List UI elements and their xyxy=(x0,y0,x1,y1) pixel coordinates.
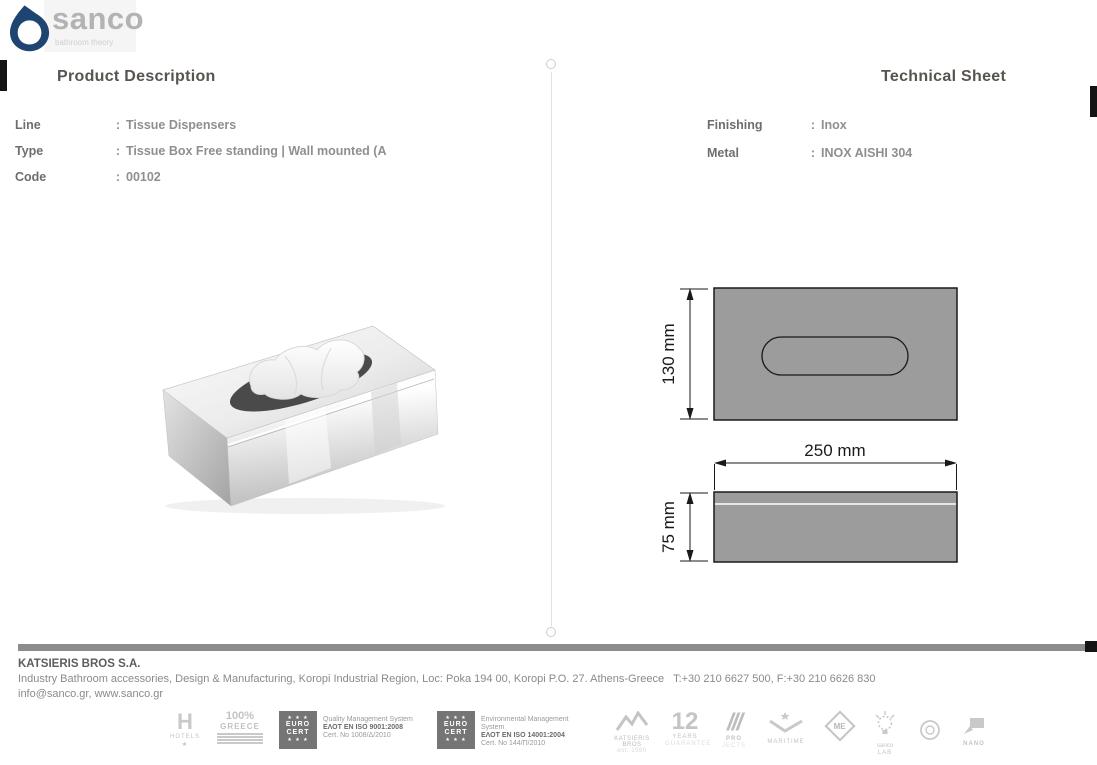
divider-dot-bottom xyxy=(546,627,556,637)
dimension-height-front-view: 75 mm xyxy=(659,501,678,553)
field-label: Finishing xyxy=(707,118,763,132)
certification-badges-row xyxy=(165,708,985,756)
footer-divider-bar xyxy=(18,644,1085,651)
round-seal-icon xyxy=(919,719,941,741)
sanco-drop-icon xyxy=(10,5,50,57)
product-fields xyxy=(15,118,386,196)
mountains-icon xyxy=(615,711,649,731)
greece-percent: 100% xyxy=(225,710,255,722)
field-label: Line xyxy=(15,118,41,132)
badge-100-greece xyxy=(217,711,263,745)
product-photo-tissue-box xyxy=(135,298,460,521)
field-value: Tissue Box Free standing | Wall mounted (A xyxy=(126,144,387,158)
divider-dot-top xyxy=(546,59,556,69)
cert-quality-text: Quality Management System ΕΛΟΤ EN ISO 9001:2008 Cert. No 1008/Δ/2010 xyxy=(323,716,413,739)
badge-nano: NANO xyxy=(955,711,993,747)
front-view-outline xyxy=(714,492,957,562)
crop-mark-left xyxy=(0,60,7,91)
hotels-label: HOTELS xyxy=(169,734,200,740)
brand-tagline: bathroom theory xyxy=(55,38,114,47)
badge-maritime: MARITIME xyxy=(759,711,813,745)
field-type xyxy=(15,144,386,159)
greece-label: GREECE xyxy=(220,722,260,731)
field-colon: : xyxy=(115,118,121,132)
badge-12-years: 12 YEARS GUARANTEE xyxy=(665,708,712,747)
footer-contacts: info@sanco.gr, www.sanco.gr xyxy=(18,688,164,700)
badge-me xyxy=(821,711,859,737)
dimension-height-top-view: 130 mm xyxy=(659,323,678,385)
years-number: 12 xyxy=(671,708,699,735)
badge-eurocert-quality xyxy=(279,711,431,749)
field-finishing xyxy=(707,118,912,133)
field-label: Code xyxy=(15,170,47,184)
field-colon: : xyxy=(115,144,121,158)
hotels-icon: H xyxy=(177,709,193,734)
field-code xyxy=(15,170,386,185)
field-value: 00102 xyxy=(126,170,161,184)
crop-mark-right xyxy=(1090,86,1097,117)
badge-projects: /// PRO JECTS xyxy=(715,711,753,749)
field-value: INOX AISHI 304 xyxy=(821,146,913,160)
field-colon: : xyxy=(810,118,816,132)
eurocert-icon: ★ ★ ★ EURO CERT ★ ★ ★ xyxy=(279,711,317,749)
cert-environment-text: Environmental Management System ΕΛΟΤ EN ISO 14001:2004 Cert. No 144/Π/2010 xyxy=(481,716,569,747)
badge-hotels xyxy=(165,711,205,748)
field-colon: : xyxy=(115,170,121,184)
dimension-width: 250 mm xyxy=(804,441,866,460)
field-metal xyxy=(707,146,912,161)
top-view-outline xyxy=(714,288,957,420)
nano-flag-icon xyxy=(963,717,985,735)
lightbulb-icon xyxy=(872,711,898,737)
badge-sanco-lab: sanco LAB xyxy=(867,711,903,756)
crop-mark-bottom-right xyxy=(1085,641,1097,652)
badge-katsieris-bros: KATSIERIS BROS est. 1980 xyxy=(607,711,657,754)
field-value: Tissue Dispensers xyxy=(126,118,237,132)
field-line xyxy=(15,118,386,133)
field-colon: : xyxy=(810,146,816,160)
hotels-star-icon: ★ xyxy=(181,742,189,748)
brand-name: sanco xyxy=(52,1,145,36)
diamond-icon: ME xyxy=(824,710,855,741)
footer-address: Industry Bathroom accessories, Design & Manufacturing, Koropi Industrial Region, Loc: Poka 194 00, Koropi P.O. 27. Athens-Greece T:+30 210 6627 500, F:+30 210 6626 830 xyxy=(18,673,876,685)
greek-flag-stripes-icon xyxy=(217,733,263,744)
badge-round-seal xyxy=(915,711,945,746)
technical-drawing xyxy=(650,280,980,580)
field-value: Inox xyxy=(821,118,847,132)
vertical-divider xyxy=(551,72,552,626)
field-label: Metal xyxy=(707,146,739,160)
anchor-chevron-icon xyxy=(768,711,804,733)
technical-sheet-title: Technical Sheet xyxy=(881,68,1007,85)
technical-fields xyxy=(707,118,912,174)
field-label: Type xyxy=(15,144,44,158)
footer-company-name: KATSIERIS BROS S.A. xyxy=(18,658,141,670)
badge-eurocert-environment xyxy=(437,711,589,749)
diagonal-stripes-icon: /// xyxy=(726,709,741,736)
eurocert-icon: ★ ★ ★ EURO CERT ★ ★ ★ xyxy=(437,711,475,749)
product-description-title: Product Description xyxy=(57,68,216,85)
